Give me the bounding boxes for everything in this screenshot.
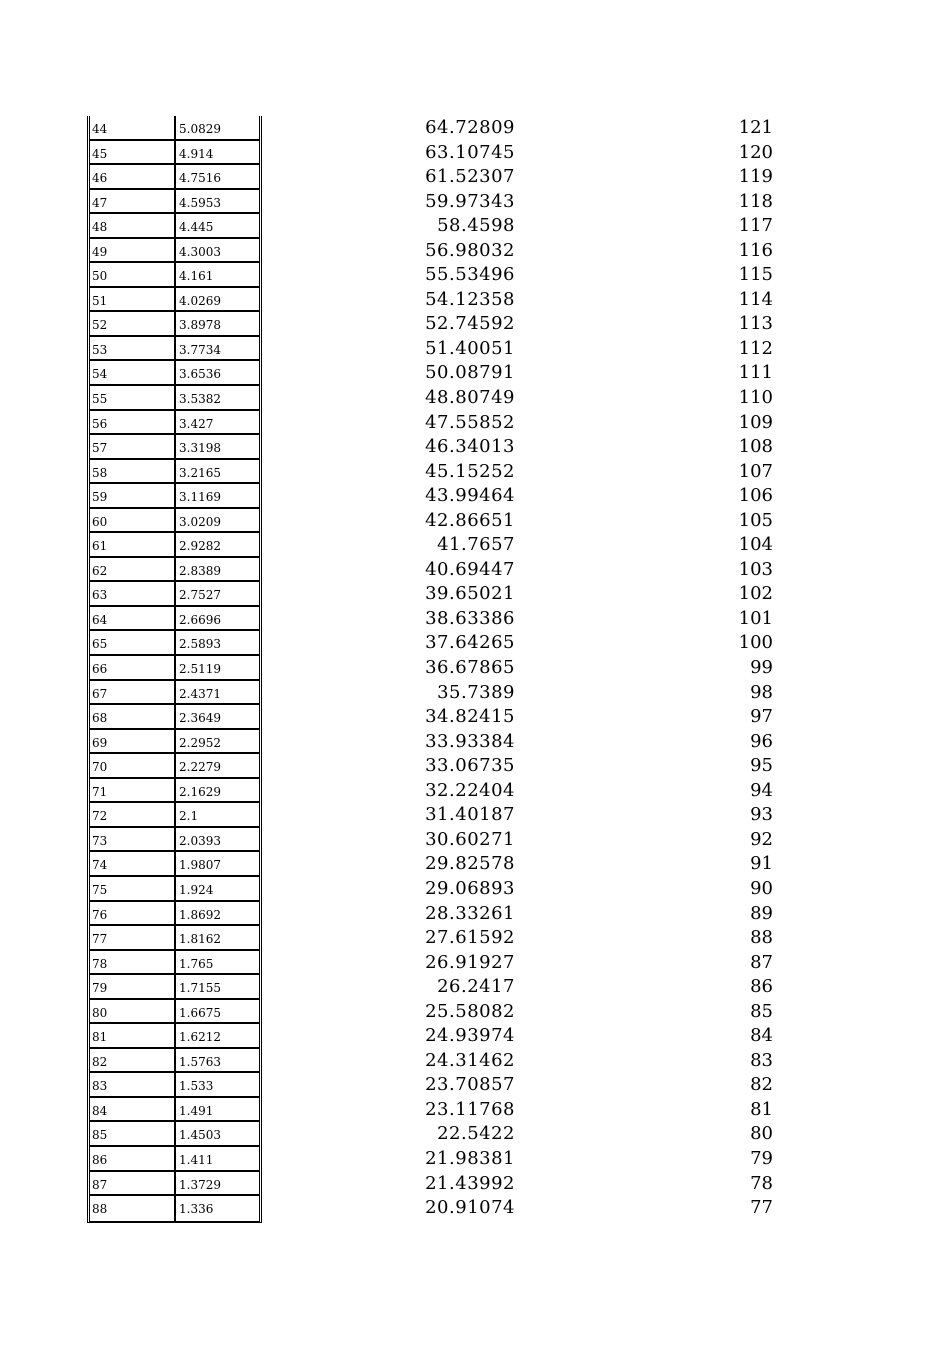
table-row	[90, 951, 259, 976]
decimal-value-cell[interactable]: 42.86651	[425, 509, 515, 531]
table-row	[90, 1000, 259, 1025]
table-row	[90, 288, 259, 313]
data-row	[400, 975, 780, 1000]
row-value-cell[interactable]: 1.491	[179, 1103, 214, 1118]
left-bordered-table	[87, 116, 262, 1223]
row-value-cell[interactable]: 2.5893	[179, 637, 221, 652]
row-index-cell[interactable]: 63	[90, 582, 176, 605]
data-row	[400, 1196, 780, 1221]
table-row	[90, 1147, 259, 1172]
decimal-value-cell[interactable]: 23.70857	[425, 1074, 515, 1096]
row-index-cell[interactable]: 70	[90, 754, 176, 777]
row-index-cell[interactable]: 51	[90, 288, 176, 311]
data-row	[400, 1122, 780, 1147]
data-row	[400, 239, 780, 264]
row-value-cell[interactable]: 2.2279	[179, 760, 221, 775]
row-value-cell[interactable]: 3.2165	[179, 465, 221, 480]
row-index-cell[interactable]: 66	[90, 656, 176, 679]
decimal-value-cell[interactable]: 34.82415	[425, 706, 515, 728]
data-row	[400, 509, 780, 534]
row-value-cell[interactable]: 4.5953	[179, 195, 221, 210]
table-row	[90, 681, 259, 706]
row-index-cell[interactable]: 87	[90, 1172, 176, 1195]
row-value-cell[interactable]: 2.7527	[179, 588, 221, 603]
row-index-cell[interactable]: 85	[90, 1122, 176, 1145]
row-index-cell[interactable]: 83	[90, 1073, 176, 1096]
integer-count-cell[interactable]: 88	[750, 927, 773, 949]
table-row	[90, 828, 259, 853]
decimal-value-cell[interactable]: 52.74592	[425, 313, 515, 335]
integer-count-cell[interactable]: 116	[738, 239, 773, 261]
integer-count-cell[interactable]: 101	[738, 607, 773, 629]
data-row	[400, 263, 780, 288]
integer-count-cell[interactable]: 102	[738, 583, 773, 605]
table-row	[90, 190, 259, 215]
decimal-value-cell[interactable]: 23.11768	[425, 1098, 515, 1120]
row-value-cell[interactable]: 2.4371	[179, 686, 221, 701]
row-index-cell[interactable]: 78	[90, 951, 176, 974]
decimal-value-cell[interactable]: 47.55852	[425, 411, 515, 433]
data-row	[400, 902, 780, 927]
decimal-value-cell[interactable]: 63.10745	[425, 141, 515, 163]
data-row	[400, 386, 780, 411]
data-row	[400, 411, 780, 436]
row-index-cell[interactable]: 82	[90, 1049, 176, 1072]
data-row	[400, 681, 780, 706]
row-value-cell[interactable]: 2.1	[179, 809, 199, 824]
row-index-cell[interactable]: 72	[90, 803, 176, 826]
row-value-cell[interactable]: 2.8389	[179, 563, 221, 578]
data-row	[400, 558, 780, 583]
data-row	[400, 803, 780, 828]
table-row	[90, 435, 259, 460]
data-row	[400, 288, 780, 313]
table-row	[90, 460, 259, 485]
row-index-cell[interactable]: 68	[90, 705, 176, 728]
row-index-cell[interactable]: 64	[90, 607, 176, 630]
row-value-cell[interactable]: 2.5119	[179, 662, 221, 677]
table-row	[90, 263, 259, 288]
table-row	[90, 754, 259, 779]
row-value-cell[interactable]: 4.0269	[179, 293, 221, 308]
integer-count-cell[interactable]: 111	[738, 362, 773, 384]
integer-count-cell[interactable]: 120	[738, 141, 773, 163]
integer-count-cell[interactable]: 79	[750, 1147, 773, 1169]
row-value-cell[interactable]: 4.3003	[179, 244, 221, 259]
decimal-value-cell[interactable]: 20.91074	[425, 1197, 515, 1219]
decimal-value-cell[interactable]: 33.93384	[425, 730, 515, 752]
row-index-cell[interactable]: 53	[90, 337, 176, 360]
table-row	[90, 607, 259, 632]
decimal-value-cell[interactable]: 50.08791	[425, 362, 515, 384]
integer-count-cell[interactable]: 80	[750, 1123, 773, 1145]
data-row	[400, 1098, 780, 1123]
integer-count-cell[interactable]: 105	[738, 509, 773, 531]
row-value-cell[interactable]: 4.7516	[179, 171, 221, 186]
decimal-value-cell[interactable]: 61.52307	[425, 166, 515, 188]
table-row	[90, 361, 259, 386]
decimal-value-cell[interactable]: 58.4598	[437, 215, 515, 237]
integer-count-cell[interactable]: 82	[750, 1074, 773, 1096]
decimal-value-cell[interactable]: 28.33261	[425, 902, 515, 924]
data-row	[400, 852, 780, 877]
table-row	[90, 312, 259, 337]
row-index-cell[interactable]: 60	[90, 509, 176, 532]
integer-count-cell[interactable]: 89	[750, 902, 773, 924]
table-row	[90, 926, 259, 951]
table-row	[90, 116, 259, 141]
decimal-value-cell[interactable]: 43.99464	[425, 485, 515, 507]
row-index-cell[interactable]: 59	[90, 484, 176, 507]
decimal-value-cell[interactable]: 24.93974	[425, 1025, 515, 1047]
integer-count-cell[interactable]: 78	[750, 1172, 773, 1194]
table-row	[90, 852, 259, 877]
table-row	[90, 1073, 259, 1098]
decimal-value-cell[interactable]: 64.72809	[425, 117, 515, 138]
row-value-cell[interactable]: 1.336	[179, 1202, 214, 1217]
integer-count-cell[interactable]: 106	[738, 485, 773, 507]
integer-count-cell[interactable]: 99	[750, 657, 773, 679]
row-index-cell[interactable]: 86	[90, 1147, 176, 1170]
row-index-cell[interactable]: 55	[90, 386, 176, 409]
table-row	[90, 484, 259, 509]
row-index-cell[interactable]: 73	[90, 828, 176, 851]
data-row	[400, 165, 780, 190]
integer-count-cell[interactable]: 93	[750, 804, 773, 826]
table-row	[90, 656, 259, 681]
data-row	[400, 484, 780, 509]
decimal-value-cell[interactable]: 26.2417	[437, 976, 515, 998]
table-row	[90, 239, 259, 264]
row-index-cell[interactable]: 57	[90, 435, 176, 458]
decimal-value-cell[interactable]: 56.98032	[425, 239, 515, 261]
row-index-cell[interactable]: 69	[90, 730, 176, 753]
integer-count-cell[interactable]: 77	[750, 1197, 773, 1219]
table-row	[90, 386, 259, 411]
row-index-cell[interactable]: 58	[90, 460, 176, 483]
row-index-cell[interactable]: 77	[90, 926, 176, 949]
right-data-columns	[400, 116, 780, 1221]
row-index-cell[interactable]: 56	[90, 411, 176, 434]
integer-count-cell[interactable]: 81	[750, 1098, 773, 1120]
integer-count-cell[interactable]: 109	[738, 411, 773, 433]
data-row	[400, 779, 780, 804]
table-row	[90, 1122, 259, 1147]
decimal-value-cell[interactable]: 32.22404	[425, 779, 515, 801]
decimal-value-cell[interactable]: 29.82578	[425, 853, 515, 875]
row-index-cell[interactable]: 88	[90, 1196, 176, 1221]
row-value-cell[interactable]: 3.5382	[179, 392, 221, 407]
table-row	[90, 902, 259, 927]
data-row	[400, 214, 780, 239]
row-value-cell[interactable]: 3.7734	[179, 342, 221, 357]
row-value-cell[interactable]: 5.0829	[179, 122, 221, 136]
integer-count-cell[interactable]: 108	[738, 436, 773, 458]
row-value-cell[interactable]: 1.9807	[179, 858, 221, 873]
data-row	[400, 582, 780, 607]
table-row	[90, 1196, 259, 1221]
table-row	[90, 1049, 259, 1074]
data-row	[400, 1000, 780, 1025]
data-row	[400, 361, 780, 386]
table-row	[90, 582, 259, 607]
data-row	[400, 828, 780, 853]
data-row	[400, 1024, 780, 1049]
decimal-value-cell[interactable]: 39.65021	[425, 583, 515, 605]
row-value-cell[interactable]: 1.533	[179, 1079, 214, 1094]
row-index-cell[interactable]: 62	[90, 558, 176, 581]
row-index-cell[interactable]: 84	[90, 1098, 176, 1121]
table-row	[90, 509, 259, 534]
row-index-cell[interactable]: 45	[90, 141, 176, 164]
decimal-value-cell[interactable]: 51.40051	[425, 337, 515, 359]
decimal-value-cell[interactable]: 27.61592	[425, 927, 515, 949]
row-value-cell[interactable]: 2.9282	[179, 539, 221, 554]
table-row	[90, 533, 259, 558]
table-row	[90, 730, 259, 755]
data-row	[400, 116, 780, 141]
row-index-cell[interactable]: 48	[90, 214, 176, 237]
row-value-cell[interactable]: 3.0209	[179, 514, 221, 529]
row-value-cell[interactable]: 1.7155	[179, 981, 221, 996]
row-index-cell[interactable]: 80	[90, 1000, 176, 1023]
data-row	[400, 705, 780, 730]
decimal-value-cell[interactable]: 55.53496	[425, 264, 515, 286]
integer-count-cell[interactable]: 96	[750, 730, 773, 752]
integer-count-cell[interactable]: 95	[750, 755, 773, 777]
integer-count-cell[interactable]: 118	[738, 190, 773, 212]
data-row	[400, 926, 780, 951]
row-index-cell[interactable]: 54	[90, 361, 176, 384]
row-value-cell[interactable]: 3.8978	[179, 318, 221, 333]
row-value-cell[interactable]: 3.3198	[179, 441, 221, 456]
integer-count-cell[interactable]: 113	[738, 313, 773, 335]
row-value-cell[interactable]: 1.6212	[179, 1030, 221, 1045]
decimal-value-cell[interactable]: 21.43992	[425, 1172, 515, 1194]
data-row	[400, 1172, 780, 1197]
row-value-cell[interactable]: 1.411	[179, 1152, 214, 1167]
integer-count-cell[interactable]: 83	[750, 1049, 773, 1071]
decimal-value-cell[interactable]: 36.67865	[425, 657, 515, 679]
decimal-value-cell[interactable]: 46.34013	[425, 436, 515, 458]
row-value-cell[interactable]: 2.2952	[179, 735, 221, 750]
decimal-value-cell[interactable]: 22.5422	[437, 1123, 515, 1145]
row-value-cell[interactable]: 3.1169	[179, 490, 221, 505]
integer-count-cell[interactable]: 92	[750, 828, 773, 850]
table-row	[90, 141, 259, 166]
data-row	[400, 1049, 780, 1074]
integer-count-cell[interactable]: 121	[738, 117, 773, 138]
data-row	[400, 1073, 780, 1098]
integer-count-cell[interactable]: 107	[738, 460, 773, 482]
decimal-value-cell[interactable]: 30.60271	[425, 828, 515, 850]
decimal-value-cell[interactable]: 41.7657	[437, 534, 515, 556]
integer-count-cell[interactable]: 115	[738, 264, 773, 286]
row-index-cell[interactable]: 44	[90, 116, 176, 139]
row-index-cell[interactable]: 52	[90, 312, 176, 335]
decimal-value-cell[interactable]: 24.31462	[425, 1049, 515, 1071]
integer-count-cell[interactable]: 94	[750, 779, 773, 801]
row-value-cell[interactable]: 1.4503	[179, 1128, 221, 1143]
decimal-value-cell[interactable]: 45.15252	[425, 460, 515, 482]
integer-count-cell[interactable]: 86	[750, 976, 773, 998]
row-index-cell[interactable]: 81	[90, 1024, 176, 1047]
row-value-cell[interactable]: 1.8692	[179, 907, 221, 922]
row-index-cell[interactable]: 76	[90, 902, 176, 925]
integer-count-cell[interactable]: 98	[750, 681, 773, 703]
integer-count-cell[interactable]: 110	[738, 387, 773, 409]
data-row	[400, 533, 780, 558]
data-row	[400, 337, 780, 362]
decimal-value-cell[interactable]: 26.91927	[425, 951, 515, 973]
table-row	[90, 337, 259, 362]
decimal-value-cell[interactable]: 25.58082	[425, 1000, 515, 1022]
integer-count-cell[interactable]: 104	[738, 534, 773, 556]
row-value-cell[interactable]: 2.3649	[179, 711, 221, 726]
table-row	[90, 975, 259, 1000]
data-row	[400, 435, 780, 460]
row-index-cell[interactable]: 79	[90, 975, 176, 998]
row-value-cell[interactable]: 1.8162	[179, 932, 221, 947]
data-row	[400, 460, 780, 485]
data-row	[400, 190, 780, 215]
table-row	[90, 705, 259, 730]
data-row	[400, 631, 780, 656]
data-row	[400, 877, 780, 902]
row-value-cell[interactable]: 1.6675	[179, 1005, 221, 1020]
decimal-value-cell[interactable]: 38.63386	[425, 607, 515, 629]
table-row	[90, 779, 259, 804]
table-row	[90, 165, 259, 190]
table-row	[90, 214, 259, 239]
decimal-value-cell[interactable]: 59.97343	[425, 190, 515, 212]
integer-count-cell[interactable]: 87	[750, 951, 773, 973]
row-value-cell[interactable]: 3.6536	[179, 367, 221, 382]
decimal-value-cell[interactable]: 40.69447	[425, 558, 515, 580]
row-value-cell[interactable]: 2.6696	[179, 612, 221, 627]
row-index-cell[interactable]: 74	[90, 852, 176, 875]
integer-count-cell[interactable]: 100	[738, 632, 773, 654]
row-index-cell[interactable]: 67	[90, 681, 176, 704]
table-row	[90, 877, 259, 902]
data-row	[400, 312, 780, 337]
row-index-cell[interactable]: 75	[90, 877, 176, 900]
row-value-cell[interactable]: 3.427	[179, 416, 214, 431]
table-row	[90, 803, 259, 828]
data-row	[400, 951, 780, 976]
table-row	[90, 1098, 259, 1123]
integer-count-cell[interactable]: 84	[750, 1025, 773, 1047]
row-value-cell[interactable]: 1.3729	[179, 1177, 221, 1192]
decimal-value-cell[interactable]: 33.06735	[425, 755, 515, 777]
row-index-cell[interactable]: 50	[90, 263, 176, 286]
row-value-cell[interactable]: 1.5763	[179, 1054, 221, 1069]
data-row	[400, 656, 780, 681]
decimal-value-cell[interactable]: 48.80749	[425, 387, 515, 409]
integer-count-cell[interactable]: 117	[738, 215, 773, 237]
row-index-cell[interactable]: 47	[90, 190, 176, 213]
table-row	[90, 411, 259, 436]
integer-count-cell[interactable]: 103	[738, 558, 773, 580]
row-value-cell[interactable]: 2.0393	[179, 833, 221, 848]
table-row	[90, 1024, 259, 1049]
row-value-cell[interactable]: 4.914	[179, 146, 214, 161]
data-row	[400, 1147, 780, 1172]
row-value-cell[interactable]: 4.161	[179, 269, 214, 284]
row-index-cell[interactable]: 65	[90, 631, 176, 654]
integer-count-cell[interactable]: 114	[738, 288, 773, 310]
row-index-cell[interactable]: 49	[90, 239, 176, 262]
table-row	[90, 1172, 259, 1197]
integer-count-cell[interactable]: 90	[750, 877, 773, 899]
data-row	[400, 730, 780, 755]
row-index-cell[interactable]: 71	[90, 779, 176, 802]
row-value-cell[interactable]: 1.765	[179, 956, 214, 971]
data-row	[400, 141, 780, 166]
row-value-cell[interactable]: 2.1629	[179, 784, 221, 799]
decimal-value-cell[interactable]: 35.7389	[437, 681, 515, 703]
decimal-value-cell[interactable]: 21.98381	[425, 1147, 515, 1169]
decimal-value-cell[interactable]: 37.64265	[425, 632, 515, 654]
row-index-cell[interactable]: 46	[90, 165, 176, 188]
integer-count-cell[interactable]: 85	[750, 1000, 773, 1022]
decimal-value-cell[interactable]: 29.06893	[425, 877, 515, 899]
data-row	[400, 754, 780, 779]
data-row	[400, 607, 780, 632]
integer-count-cell[interactable]: 91	[750, 853, 773, 875]
table-row	[90, 558, 259, 583]
decimal-value-cell[interactable]: 31.40187	[425, 804, 515, 826]
row-index-cell[interactable]: 61	[90, 533, 176, 556]
integer-count-cell[interactable]: 97	[750, 706, 773, 728]
integer-count-cell[interactable]: 119	[738, 166, 773, 188]
integer-count-cell[interactable]: 112	[738, 337, 773, 359]
decimal-value-cell[interactable]: 54.12358	[425, 288, 515, 310]
table-row	[90, 631, 259, 656]
row-value-cell[interactable]: 4.445	[179, 220, 214, 235]
row-value-cell[interactable]: 1.924	[179, 882, 214, 897]
